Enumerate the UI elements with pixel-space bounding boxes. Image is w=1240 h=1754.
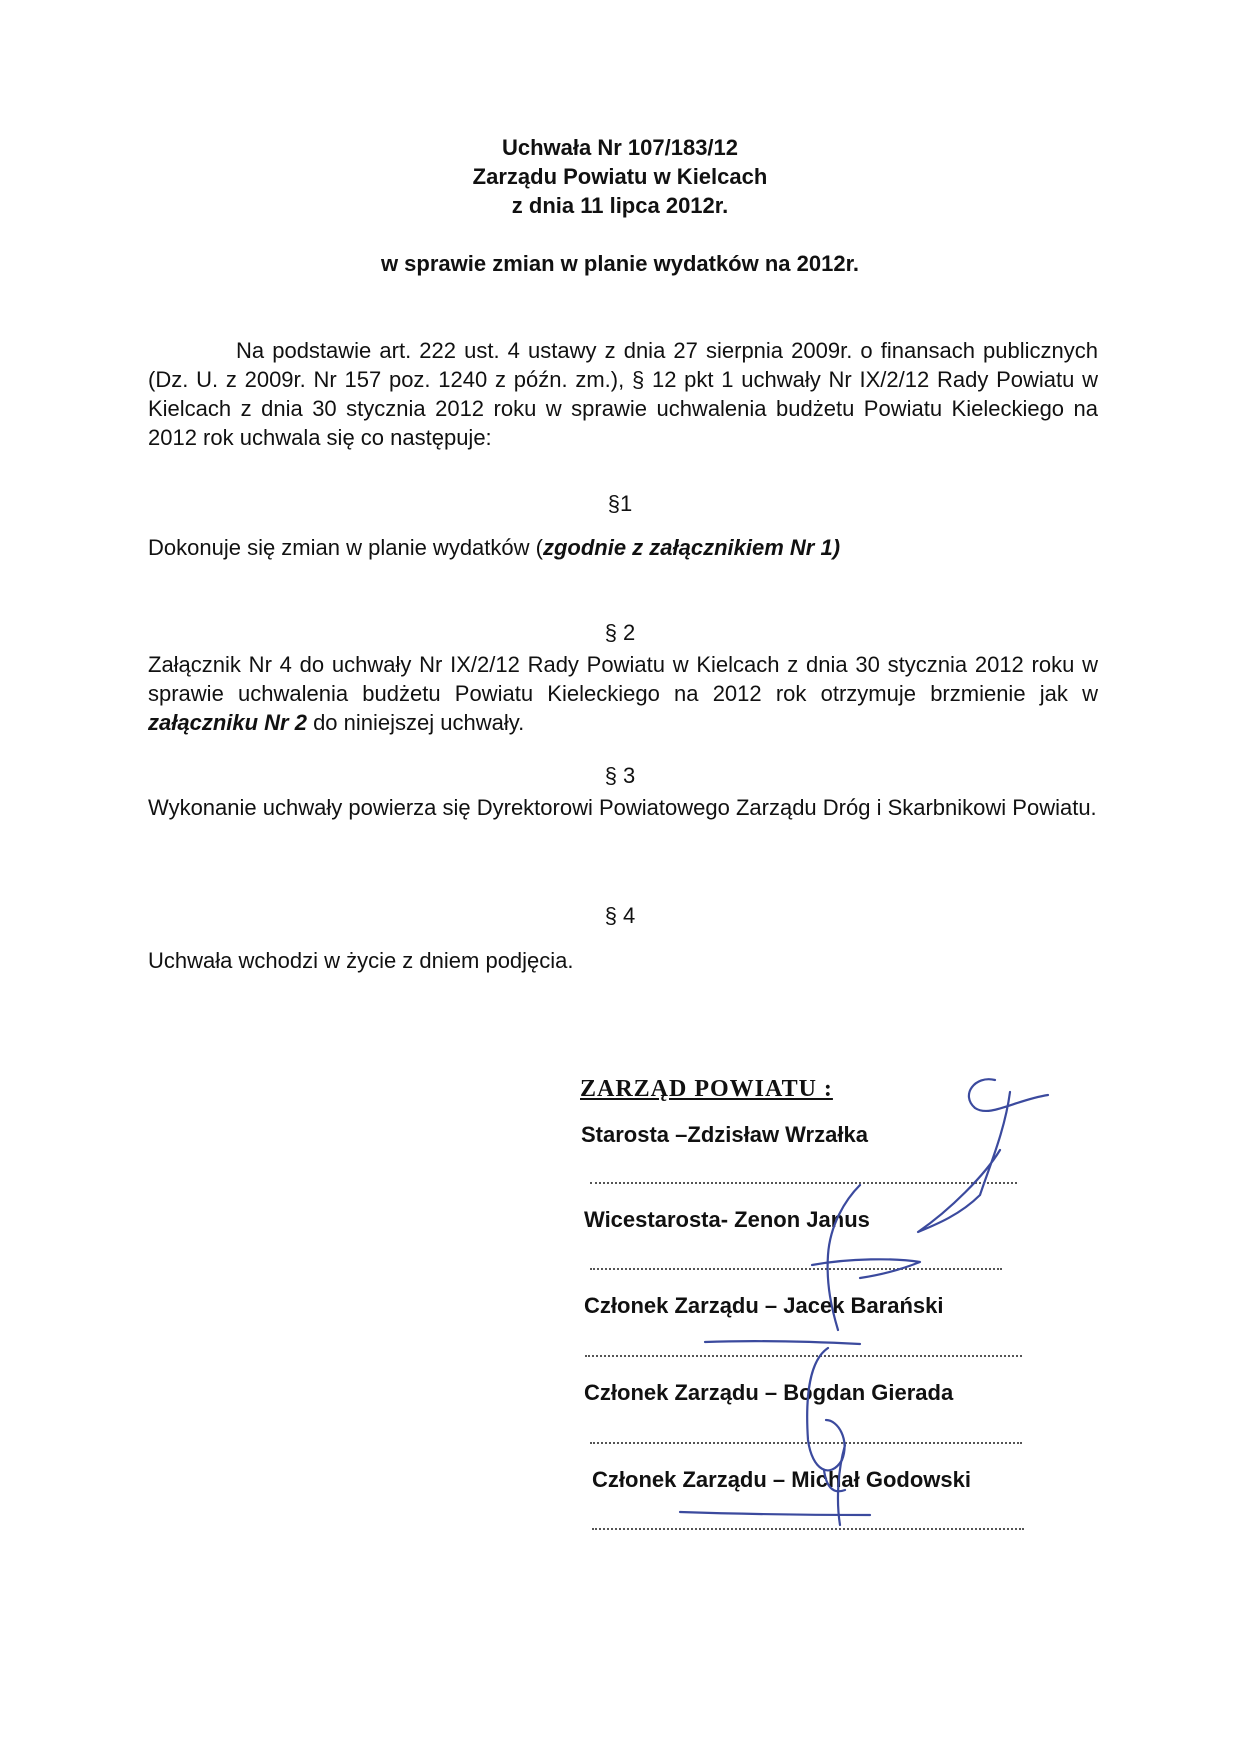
section-3-mark: § 3 — [604, 763, 636, 788]
section-1-text-plain: Dokonuje się zmian w planie wydatków ( — [148, 535, 543, 560]
section-2-text-emphasis: załączniku Nr 2 — [148, 710, 307, 735]
member-gierada: Członek Zarządu – Bogdan Gierada — [584, 1380, 954, 1405]
signature-starosta — [918, 1079, 1048, 1232]
section-1-mark: §1 — [607, 491, 633, 516]
signature-line — [592, 1528, 1024, 1530]
resolution-date: z dnia 11 lipca 2012r. — [511, 193, 729, 218]
issuing-body: Zarządu Powiatu w Kielcach — [472, 164, 768, 189]
signature-line — [585, 1355, 1022, 1357]
section-2-text — [148, 650, 1098, 737]
board-heading: ZARZĄD POWIATU : — [580, 1076, 833, 1102]
section-4-mark: § 4 — [604, 903, 636, 928]
signature-line — [590, 1442, 1022, 1444]
resolution-number: Uchwała Nr 107/183/12 — [501, 135, 739, 160]
section-2-text-end: do niniejszej uchwały. — [306, 710, 525, 735]
member-barański: Członek Zarządu – Jacek Barański — [584, 1293, 944, 1318]
section-4-text: Uchwała wchodzi w życie z dniem podjęcia. — [148, 948, 574, 973]
section-3-text: Wykonanie uchwały powierza się Dyrektorowi Powiatowego Zarządu Dróg i Skarbnikowi Powiatu. — [148, 795, 1097, 820]
section-2-text-plain: Załącznik Nr 4 do uchwały Nr IX/2/12 Rady Powiatu w Kielcach z dnia 30 stycznia 2012 roku w sprawie uchwalenia budżetu Powiatu Kieleckiego na 2012 rok otrzymuje brzmienie jak w — [148, 652, 1098, 706]
signature-line — [590, 1268, 1002, 1270]
section-2-mark: § 2 — [604, 620, 636, 645]
section-1-text — [148, 533, 1098, 562]
section-1-text-emphasis: zgodnie z załącznikiem Nr 1) — [542, 535, 841, 560]
signature-line — [590, 1182, 1017, 1184]
member-godowski: Członek Zarządu – Michał Godowski — [592, 1467, 971, 1492]
resolution-header — [0, 133, 1240, 220]
legal-basis-paragraph: Na podstawie art. 222 ust. 4 ustawy z dnia 27 sierpnia 2009r. o finansach publicznych (Dz. U. z 2009r. Nr 157 poz. 1240 z późn. zm.), § 12 pkt 1 uchwały Nr IX/2/12 Rady Powiatu w Kielcach z dnia 30 stycznia 2012 roku w sprawie uchwalenia budżetu Powiatu Kieleckiego na 2012 rok uchwala się co następuje: — [148, 338, 1098, 450]
resolution-subject: w sprawie zmian w planie wydatków na 2012r. — [380, 251, 860, 276]
member-starosta: Starosta –Zdzisław Wrzałka — [581, 1122, 868, 1147]
member-wicestarosta: Wicestarosta- Zenon Janus — [584, 1207, 870, 1232]
